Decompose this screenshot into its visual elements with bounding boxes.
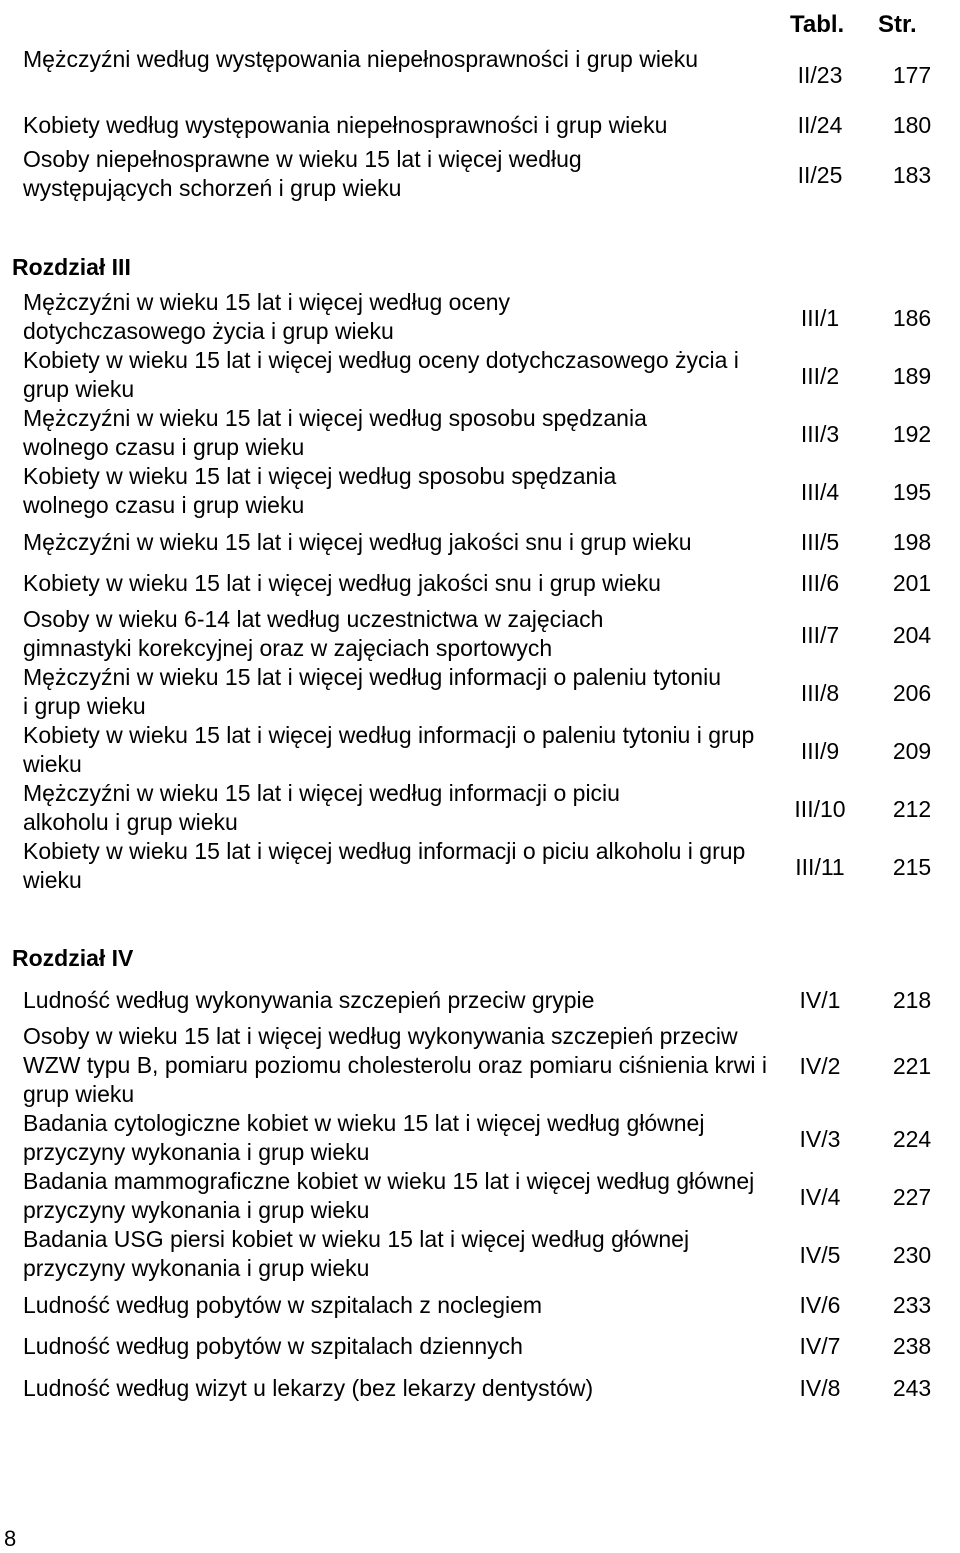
toc-row[interactable] [0,1374,960,1403]
toc-row[interactable] [0,1225,960,1283]
toc-row[interactable] [0,111,960,140]
column-header [0,10,960,40]
toc-row-title: Ludność według pobytów w szpitalach z noclegiem [23,1292,543,1318]
toc-row-title: Ludność według wykonywania szczepień przeciw grypie [23,987,595,1013]
toc-row-table-number: IV/4 [799,1184,841,1210]
toc-row-table-number: III/5 [800,529,840,555]
toc-row-page-number: 180 [892,112,932,138]
toc-row-page-number: 238 [892,1333,932,1359]
toc-row[interactable] [0,721,960,779]
toc-row-table-number: III/4 [800,479,840,505]
toc-row[interactable] [0,288,960,346]
toc-row-table-number: IV/5 [799,1242,841,1268]
toc-row[interactable] [0,462,960,520]
toc-row-page-number: 177 [892,62,932,88]
toc-row-title: Kobiety w wieku 15 lat i więcej według sposobu spędzania wolnego czasu i grup wieku [23,463,617,518]
toc-row-title: Mężczyźni w wieku 15 lat i więcej według informacji o piciu alkoholu i grup wieku [23,780,620,835]
toc-row-title: Mężczyźni w wieku 15 lat i więcej według sposobu spędzania wolnego czasu i grup wieku [23,405,647,460]
toc-row-table-number: III/6 [800,570,840,596]
toc-row-page-number: 243 [892,1375,932,1401]
toc-row-page-number: 218 [892,987,932,1013]
toc-row[interactable] [0,986,960,1015]
toc-row-title: Kobiety w wieku 15 lat i więcej według jakości snu i grup wieku [23,570,661,596]
toc-row-page-number: 221 [892,1053,932,1079]
toc-row[interactable] [0,779,960,837]
toc-row[interactable] [0,837,960,895]
toc-row-page-number: 206 [892,680,932,706]
toc-row-title: Mężczyźni w wieku 15 lat i więcej według informacji o paleniu tytoniu i grup wieku [23,664,721,719]
toc-row-table-number: III/1 [800,305,840,331]
toc-row-table-number: III/7 [800,622,840,648]
toc-row-title: Badania USG piersi kobiet w wieku 15 lat i więcej według głównej przyczyny wykonania i grup wieku [23,1226,690,1281]
toc-row-page-number: 192 [892,421,932,447]
toc-row-table-number: II/25 [797,162,843,188]
toc-row-title: Mężczyźni w wieku 15 lat i więcej według jakości snu i grup wieku [23,529,692,555]
toc-row-page-number: 230 [892,1242,932,1268]
toc-row[interactable] [0,404,960,462]
toc-row-title: Mężczyźni według występowania niepełnosprawności i grup wieku [23,46,699,72]
toc-row[interactable] [0,663,960,721]
toc-row[interactable] [0,528,960,557]
table-number-column-header: Tabl. [790,11,845,38]
toc-row-page-number: 183 [892,162,932,188]
toc-row-page-number: 186 [892,305,932,331]
toc-row-page-number: 212 [892,796,932,822]
page-number-column-header: Str. [878,11,917,38]
toc-row-page-number: 209 [892,738,932,764]
toc-row[interactable] [0,1109,960,1167]
toc-row[interactable] [0,1332,960,1361]
toc-row-page-number: 215 [892,854,932,880]
toc-row-title: Mężczyźni w wieku 15 lat i więcej według oceny dotychczasowego życia i grup wieku [23,289,511,344]
toc-row-table-number: IV/8 [799,1375,841,1401]
toc-row-table-number: IV/1 [799,987,841,1013]
toc-row-title: Osoby w wieku 6-14 lat według uczestnictwa w zajęciach gimnastyki korekcyjnej oraz w zajęciach sportowych [23,606,604,661]
toc-row-table-number: IV/7 [799,1333,841,1359]
toc-row-table-number: III/11 [795,854,845,880]
toc-row-title: Badania cytologiczne kobiet w wieku 15 lat i więcej według głównej przyczyny wykonania i grup wieku [23,1110,705,1165]
toc-row[interactable] [0,145,960,203]
toc-row-title: Kobiety według występowania niepełnosprawności i grup wieku [23,112,668,138]
toc-row[interactable] [0,1167,960,1225]
toc-row-page-number: 198 [892,529,932,555]
toc-row-page-number: 227 [892,1184,932,1210]
toc-row-table-number: IV/3 [799,1126,841,1152]
toc-row-title: Kobiety w wieku 15 lat i więcej według oceny dotychczasowego życia i grup wieku [23,347,739,402]
section-heading: Rozdział III [12,254,131,280]
toc-row-table-number: II/23 [797,62,843,88]
toc-row-table-number: III/2 [800,363,840,389]
toc-row-page-number: 195 [892,479,932,505]
toc-row-title: Badania mammograficzne kobiet w wieku 15 lat i więcej według głównej przyczyny wykonania i grup wieku [23,1168,755,1223]
toc-row-table-number: III/10 [794,796,846,822]
toc-row-page-number: 204 [892,622,932,648]
toc-row-table-number: III/3 [800,421,840,447]
toc-row[interactable] [0,605,960,663]
toc-row-title: Osoby w wieku 15 lat i więcej według wykonywania szczepień przeciw WZW typu B, pomiaru poziomu cholesterolu oraz pomiaru ciśnienia krwi i grup wieku [23,1023,767,1107]
toc-row-table-number: IV/6 [799,1292,841,1318]
toc-row-page-number: 201 [892,570,932,596]
toc-row-page-number: 224 [892,1126,932,1152]
toc-row-title: Osoby niepełnosprawne w wieku 15 lat i więcej według występujących schorzeń i grup wieku [23,146,582,201]
toc-row-title: Ludność według wizyt u lekarzy (bez lekarzy dentystów) [23,1375,594,1401]
toc-row-table-number: III/9 [800,738,840,764]
toc-row[interactable] [0,1291,960,1320]
toc-row-title: Ludność według pobytów w szpitalach dziennych [23,1333,523,1359]
toc-row[interactable] [0,569,960,598]
toc-row-page-number: 189 [892,363,932,389]
toc-row-table-number: III/8 [800,680,840,706]
toc-row-table-number: IV/2 [799,1053,841,1079]
toc-row-title: Kobiety w wieku 15 lat i więcej według informacji o piciu alkoholu i grup wieku [23,838,746,893]
toc-row[interactable] [0,346,960,404]
section-heading: Rozdział IV [12,945,134,971]
toc-row-title: Kobiety w wieku 15 lat i więcej według informacji o paleniu tytoniu i grup wieku [23,722,755,777]
toc-row-table-number: II/24 [797,112,843,138]
toc-row[interactable] [0,45,960,103]
page-number: 8 [4,1526,17,1551]
toc-row[interactable] [0,1022,960,1109]
toc-row-page-number: 233 [892,1292,932,1318]
